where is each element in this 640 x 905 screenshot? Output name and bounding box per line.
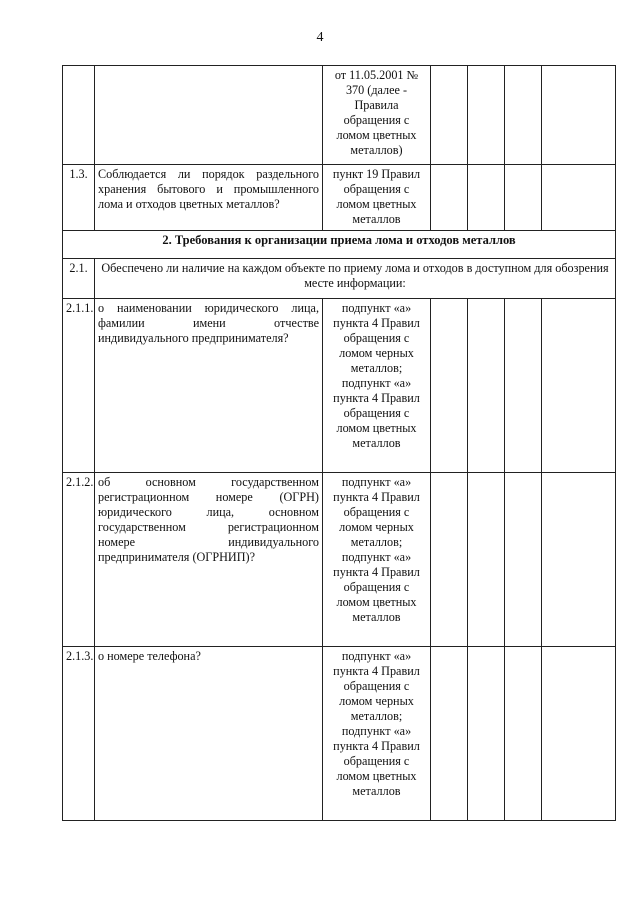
section-header-row [63,231,616,259]
question-text: об основном государственном регистрационном номере (ОГРН) юридического лица, основном государственном регистрационном номере индивидуального предпринимателя (ОГРНИП)? [95,473,323,647]
answer-yes-cell [431,66,468,165]
row-number: 1.3. [63,165,95,231]
answer-no-cell [468,473,505,647]
page-number: 4 [316,30,324,45]
answer-no-cell [468,299,505,473]
answer-na-cell [505,66,542,165]
section-title: 2. Требования к организации приема лома и отходов металлов [63,231,616,259]
notes-cell [542,647,616,821]
answer-na-cell [505,165,542,231]
legal-reference: подпункт «а» пункта 4 Правил обращения с ломом черных металлов; подпункт «а» пункта 4 Правил обращения с ломом цветных металлов [323,473,431,647]
answer-no-cell [468,165,505,231]
answer-na-cell [505,473,542,647]
row-number: 2.1.2. [63,473,95,647]
table-row [63,299,616,473]
subsection-row [63,259,616,299]
answer-yes-cell [431,165,468,231]
row-number: 2.1. [63,259,95,299]
legal-reference: подпункт «а» пункта 4 Правил обращения с ломом черных металлов; подпункт «а» пункта 4 Правил обращения с ломом цветных металлов [323,299,431,473]
notes-cell [542,66,616,165]
row-number [63,66,95,165]
answer-na-cell [505,647,542,821]
question-text: о наименовании юридического лица, фамилии имени отчестве индивидуального предпринимателя? [95,299,323,473]
answer-yes-cell [431,647,468,821]
legal-reference: подпункт «а» пункта 4 Правил обращения с ломом черных металлов; подпункт «а» пункта 4 Правил обращения с ломом цветных металлов [323,647,431,821]
answer-no-cell [468,647,505,821]
answer-yes-cell [431,473,468,647]
table-row [63,647,616,821]
question-text [95,66,323,165]
row-number: 2.1.1. [63,299,95,473]
table-row [63,66,616,165]
row-number: 2.1.3. [63,647,95,821]
answer-no-cell [468,66,505,165]
notes-cell [542,299,616,473]
checklist-table [62,65,616,821]
answer-yes-cell [431,299,468,473]
table-row [63,473,616,647]
legal-reference: пункт 19 Правил обращения с ломом цветных металлов [323,165,431,231]
table-row [63,165,616,231]
question-text: Соблюдается ли порядок раздельного хранения бытового и промышленного лома и отходов цветных металлов? [95,165,323,231]
notes-cell [542,473,616,647]
notes-cell [542,165,616,231]
question-text: о номере телефона? [95,647,323,821]
answer-na-cell [505,299,542,473]
legal-reference: от 11.05.2001 № 370 (далее - Правила обращения с ломом цветных металлов) [323,66,431,165]
subsection-text: Обеспечено ли наличие на каждом объекте по приему лома и отходов в доступном для обозрения месте информации: [95,259,616,299]
